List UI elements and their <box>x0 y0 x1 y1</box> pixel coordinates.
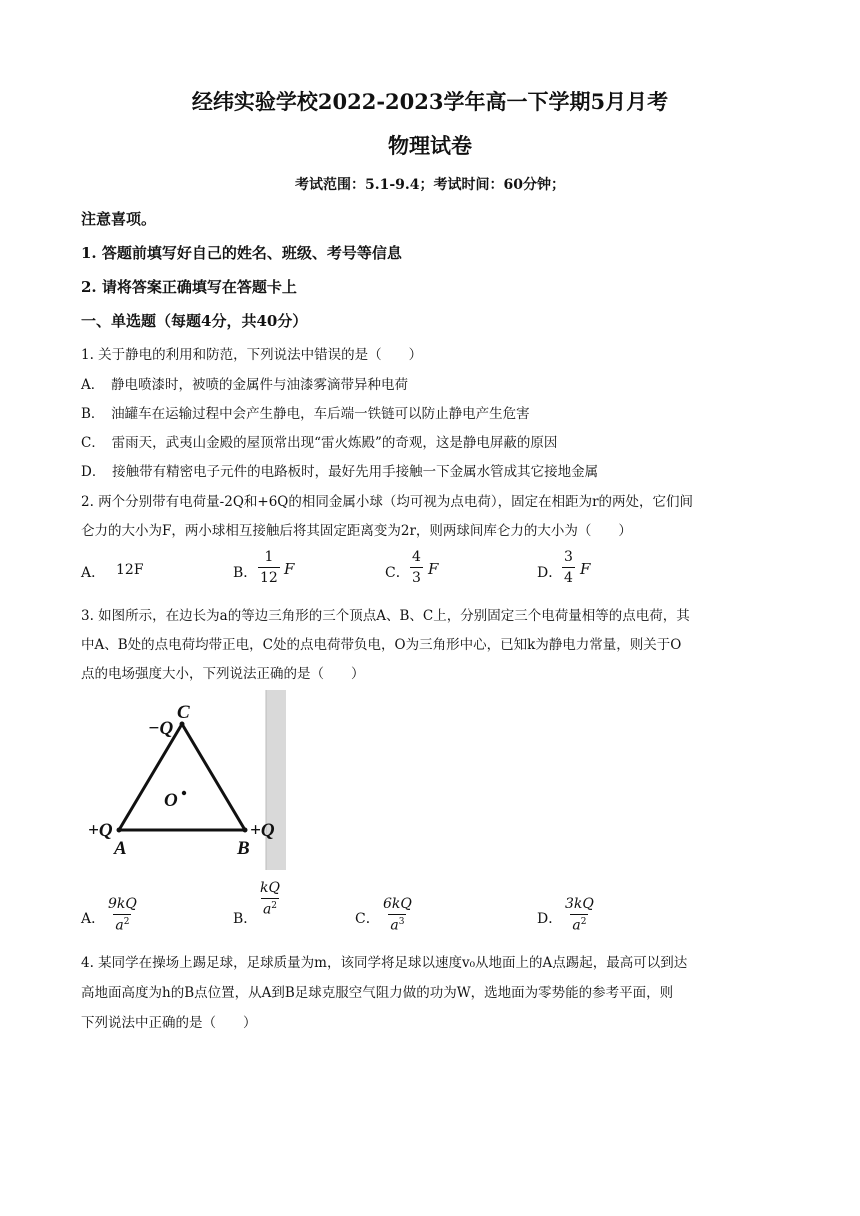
q4-stem-line-3: 下列说法中正确的是（ ） <box>81 1015 257 1031</box>
q2-option-b-fraction <box>258 549 280 586</box>
q3-label-b: B． <box>233 911 258 927</box>
note-item-1: 1. 答题前填写好自己的姓名、班级、考号等信息 <box>81 244 402 262</box>
q1-option-d: D． 接触带有精密电子元件的电路板时，最好先用手接触一下金属水管成其它接地金属 <box>81 464 599 480</box>
q3-label-a: A． <box>81 911 106 927</box>
q2-label-b: B． <box>233 565 258 581</box>
scan-shadow-strip <box>266 690 286 870</box>
fraction-denominator <box>113 914 131 934</box>
denominator-base: a <box>262 901 272 918</box>
denominator-base: a <box>390 917 399 934</box>
fraction-numerator: 9kQ <box>108 896 137 912</box>
fraction-denominator: 12 <box>258 567 280 586</box>
denominator-exponent: 2 <box>580 917 587 927</box>
fraction-denominator: 4 <box>562 567 575 586</box>
charge-a: +Q <box>88 820 113 841</box>
fraction-denominator <box>261 898 279 918</box>
exam-title: 经纬实验学校2022-2023学年高一下学期5月月考 <box>191 89 669 114</box>
fraction-denominator: 3 <box>410 567 423 586</box>
note-item-2: 2. 请将答案正确填写在答题卡上 <box>81 278 297 296</box>
vertex-a-point <box>117 828 122 833</box>
q2-option-c-fraction <box>410 549 423 586</box>
fraction-denominator <box>388 914 406 934</box>
q2-option-d-symbol: F <box>580 560 591 578</box>
q3-stem-line-2: 中A、B处的点电荷均带正电，C处的点电荷带负电，O为三角形中心，已知k为静电力常量，则关于O <box>81 637 682 653</box>
q4-stem-line-2: 高地面高度为h的B点位置，从A到B足球克服空气阻力做的功为W，选地面为零势能的参考平面，则 <box>81 985 674 1001</box>
q2-option-c-symbol: F <box>428 560 439 578</box>
q3-option-d-fraction <box>563 896 596 934</box>
q1-option-c: C． 雷雨天，武夷山金殿的屋顶常出现“雷火炼殿”的奇观，这是静电屏蔽的原因 <box>81 435 558 451</box>
fraction-numerator: 6kQ <box>383 896 412 912</box>
q3-label-c: C． <box>355 911 380 927</box>
triangle-charge-figure <box>80 690 286 870</box>
q2-label-c: C． <box>385 565 410 581</box>
denominator-base: a <box>115 917 124 934</box>
q2-stem-line-2: 仑力的大小为F，两小球相互接触后将其固定距离变为2r，则两球间库仑力的大小为（ ） <box>81 523 632 539</box>
vertex-b-point <box>243 828 248 833</box>
q3-label-d: D． <box>537 911 563 927</box>
q2-label-a: A． <box>81 565 106 581</box>
q4-stem-line-1: 4. 某同学在操场上踢足球，足球质量为m，该同学将足球以速度v₀从地面上的A点踢起，最高可以到达 <box>81 955 688 971</box>
q1-option-a: A． 静电喷漆时，被喷的金属件与油漆雾滴带异种电荷 <box>81 377 408 393</box>
fraction-numerator: 4 <box>412 549 421 565</box>
q2-option-d-fraction <box>562 549 575 586</box>
label-c: C <box>177 702 190 723</box>
denominator-exponent: 2 <box>123 917 130 927</box>
charge-c: −Q <box>148 718 174 739</box>
q2-label-d: D． <box>537 565 563 581</box>
equilateral-triangle <box>119 724 245 830</box>
q3-option-c-fraction <box>381 896 414 934</box>
q1-option-b: B． 油罐车在运输过程中会产生静电，车后端一铁链可以防止静电产生危害 <box>81 406 530 422</box>
exam-subtitle: 物理试卷 <box>388 133 472 158</box>
charge-b: +Q <box>250 820 275 841</box>
fraction-numerator: 3kQ <box>565 896 594 912</box>
center-o-point <box>182 791 186 795</box>
fraction-numerator: 1 <box>264 549 274 565</box>
denominator-base: a <box>572 917 581 934</box>
q2-option-a: 12F <box>116 562 144 578</box>
exam-info: 考试范围：5.1-9.4；考试时间：60分钟； <box>294 177 565 193</box>
notes-heading: 注意喜项。 <box>81 210 157 228</box>
fraction-numerator: kQ <box>260 880 280 896</box>
label-a: A <box>114 838 127 859</box>
denominator-exponent: 3 <box>398 917 405 927</box>
q2-stem-line-1: 2. 两个分别带有电荷量-2Q和+6Q的相同金属小球（均可视为点电荷），固定在相距为r的两处，它们间 <box>81 494 694 510</box>
q3-stem-line-1: 3. 如图所示，在边长为a的等边三角形的三个顶点A、B、C上，分别固定三个电荷量相等的点电荷，其 <box>81 608 690 624</box>
q3-option-a-fraction <box>106 896 139 934</box>
q3-option-b-fraction <box>258 880 282 918</box>
q1-stem: 1. 关于静电的利用和防范，下列说法中错误的是（ ） <box>81 347 423 363</box>
label-b: B <box>237 838 250 859</box>
fraction-numerator: 3 <box>564 549 573 565</box>
denominator-exponent: 2 <box>271 901 278 911</box>
section-heading: 一、单选题（每题4分，共40分） <box>81 312 308 330</box>
fraction-denominator <box>570 914 588 934</box>
q3-stem-line-3: 点的电场强度大小，下列说法正确的是（ ） <box>81 666 365 682</box>
q2-option-b-symbol: F <box>284 560 295 578</box>
label-o: O <box>164 790 178 811</box>
